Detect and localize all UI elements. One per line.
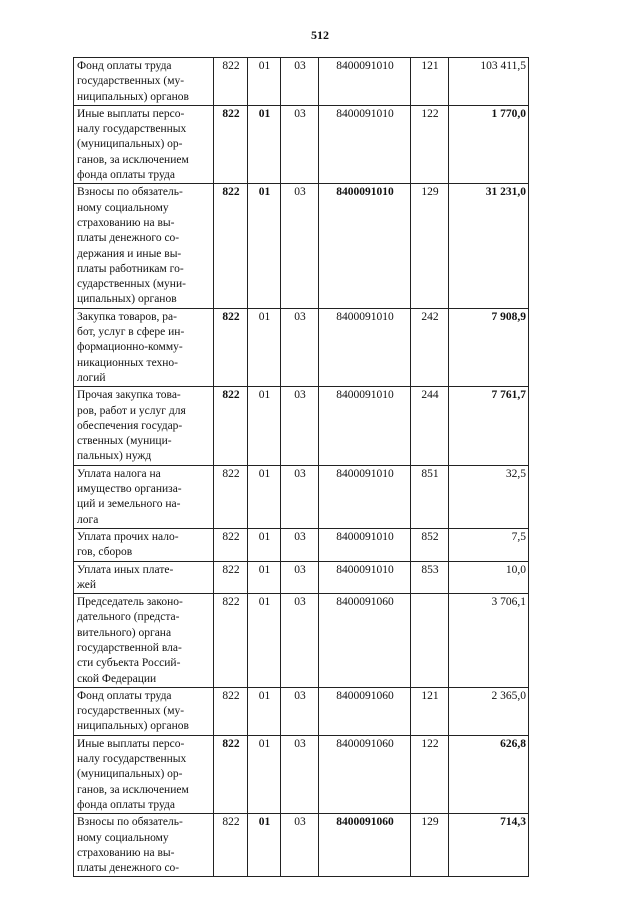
subsection-code: 03	[281, 687, 319, 735]
section-code: 01	[248, 58, 281, 106]
section-code: 01	[248, 735, 281, 813]
section-code: 01	[248, 184, 281, 308]
section-code: 01	[248, 308, 281, 386]
target-article-code: 8400091060	[319, 594, 411, 688]
row-name: Иные выплаты персо- налу государственных (муниципальных) ор- ганов, за исключением фонда оплаты труда	[74, 735, 214, 813]
subsection-code: 03	[281, 465, 319, 528]
target-article-code: 8400091010	[319, 308, 411, 386]
ministry-code: 822	[214, 105, 248, 183]
table-row	[74, 735, 529, 813]
table-row	[74, 814, 529, 877]
row-name: Уплата налога на имущество организа- ций и земельного на- лога	[74, 465, 214, 528]
expense-type-code: 121	[411, 687, 449, 735]
table-row	[74, 465, 529, 528]
target-article-code: 8400091010	[319, 105, 411, 183]
target-article-code: 8400091010	[319, 387, 411, 465]
ministry-code: 822	[214, 735, 248, 813]
table-row	[74, 528, 529, 561]
amount: 32,5	[449, 465, 529, 528]
amount: 7 908,9	[449, 308, 529, 386]
ministry-code: 822	[214, 561, 248, 594]
subsection-code: 03	[281, 594, 319, 688]
row-name: Взносы по обязатель- ному социальному страхованию на вы- платы денежного со-	[74, 814, 214, 877]
ministry-code: 822	[214, 387, 248, 465]
subsection-code: 03	[281, 105, 319, 183]
expense-type-code: 129	[411, 184, 449, 308]
expense-type-code: 121	[411, 58, 449, 106]
row-name: Фонд оплаты труда государственных (му- ниципальных) органов	[74, 58, 214, 106]
table-row	[74, 387, 529, 465]
amount: 2 365,0	[449, 687, 529, 735]
ministry-code: 822	[214, 687, 248, 735]
table-row	[74, 594, 529, 688]
subsection-code: 03	[281, 528, 319, 561]
subsection-code: 03	[281, 184, 319, 308]
subsection-code: 03	[281, 814, 319, 877]
subsection-code: 03	[281, 561, 319, 594]
amount: 31 231,0	[449, 184, 529, 308]
row-name: Уплата прочих нало- гов, сборов	[74, 528, 214, 561]
table-row	[74, 58, 529, 106]
amount: 714,3	[449, 814, 529, 877]
target-article-code: 8400091060	[319, 735, 411, 813]
row-name: Уплата иных плате- жей	[74, 561, 214, 594]
row-name: Иные выплаты персо- налу государственных (муниципальных) ор- ганов, за исключением фонда оплаты труда	[74, 105, 214, 183]
section-code: 01	[248, 687, 281, 735]
row-name: Закупка товаров, ра- бот, услуг в сфере ин- формационно-комму- никационных техно- логий	[74, 308, 214, 386]
section-code: 01	[248, 387, 281, 465]
ministry-code: 822	[214, 814, 248, 877]
amount: 7,5	[449, 528, 529, 561]
expense-type-code: 129	[411, 814, 449, 877]
subsection-code: 03	[281, 387, 319, 465]
target-article-code: 8400091010	[319, 465, 411, 528]
table-row	[74, 184, 529, 308]
target-article-code: 8400091010	[319, 561, 411, 594]
amount: 1 770,0	[449, 105, 529, 183]
ministry-code: 822	[214, 465, 248, 528]
section-code: 01	[248, 561, 281, 594]
target-article-code: 8400091060	[319, 814, 411, 877]
page-number: 512	[311, 28, 329, 42]
subsection-code: 03	[281, 308, 319, 386]
ministry-code: 822	[214, 594, 248, 688]
expense-type-code: 853	[411, 561, 449, 594]
budget-table	[73, 57, 529, 877]
expense-type-code: 244	[411, 387, 449, 465]
expense-type-code: 122	[411, 105, 449, 183]
section-code: 01	[248, 594, 281, 688]
expense-type-code: 851	[411, 465, 449, 528]
expense-type-code	[411, 594, 449, 688]
section-code: 01	[248, 814, 281, 877]
expense-type-code: 852	[411, 528, 449, 561]
table-row	[74, 561, 529, 594]
target-article-code: 8400091010	[319, 58, 411, 106]
amount: 3 706,1	[449, 594, 529, 688]
target-article-code: 8400091010	[319, 528, 411, 561]
amount: 10,0	[449, 561, 529, 594]
ministry-code: 822	[214, 184, 248, 308]
section-code: 01	[248, 105, 281, 183]
ministry-code: 822	[214, 308, 248, 386]
amount: 103 411,5	[449, 58, 529, 106]
expense-type-code: 122	[411, 735, 449, 813]
subsection-code: 03	[281, 58, 319, 106]
table-row	[74, 687, 529, 735]
table-row	[74, 105, 529, 183]
row-name: Прочая закупка това- ров, работ и услуг для обеспечения государ- ственных (муници- пальных) нужд	[74, 387, 214, 465]
ministry-code: 822	[214, 528, 248, 561]
row-name: Взносы по обязатель- ному социальному страхованию на вы- платы денежного со- держания и иные вы- платы работникам го- сударственных (муни- ципальных) органов	[74, 184, 214, 308]
amount: 626,8	[449, 735, 529, 813]
row-name: Председатель законо- дательного (предста- вительного) органа государственной вла- сти субъекта Россий- ской Федерации	[74, 594, 214, 688]
section-code: 01	[248, 528, 281, 561]
section-code: 01	[248, 465, 281, 528]
ministry-code: 822	[214, 58, 248, 106]
expense-type-code: 242	[411, 308, 449, 386]
target-article-code: 8400091010	[319, 184, 411, 308]
target-article-code: 8400091060	[319, 687, 411, 735]
amount: 7 761,7	[449, 387, 529, 465]
row-name: Фонд оплаты труда государственных (му- ниципальных) органов	[74, 687, 214, 735]
table-row	[74, 308, 529, 386]
subsection-code: 03	[281, 735, 319, 813]
